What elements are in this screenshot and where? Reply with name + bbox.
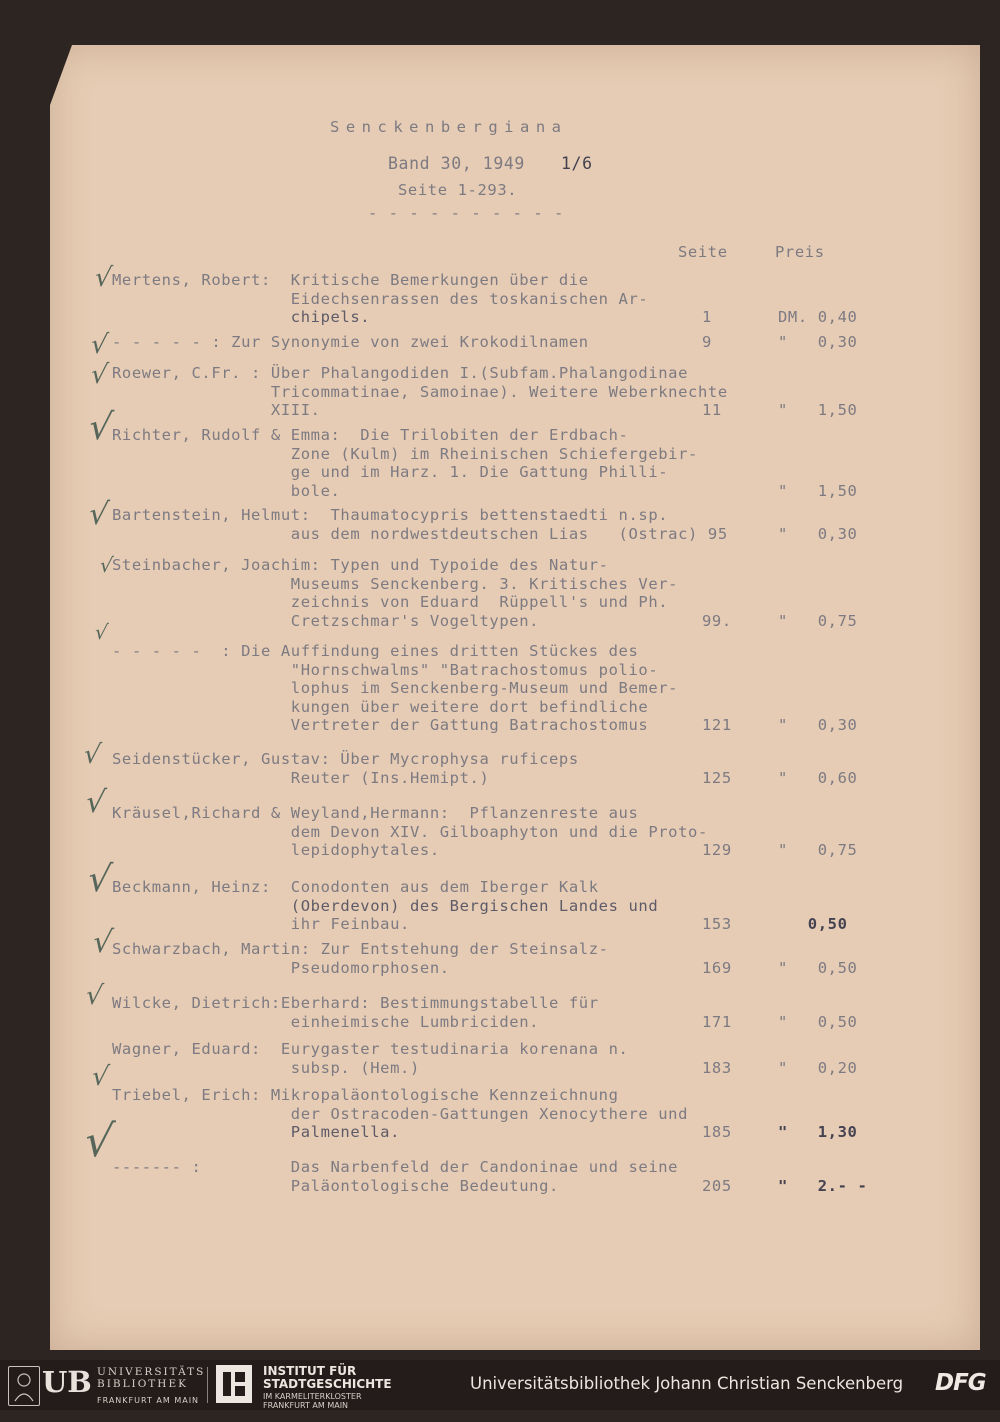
entry-line: der Ostracoden-Gattungen Xenocythere und <box>112 1104 689 1123</box>
entry-line: Museums Senckenberg. 3. Kritisches Ver- <box>112 574 679 593</box>
entry-line: zeichnis von Eduard Rüppell's und Ph. <box>112 593 669 611</box>
isg-location: IM KARMELITERKLOSTER FRANKFURT AM MAIN <box>263 1392 362 1410</box>
entry-line: Roewer, C.Fr. : Über Phalangodiden I.(Subfam.Phalangodinae <box>112 364 689 382</box>
entry-price: " 1,30 <box>778 1123 858 1141</box>
entry-line: ge und im Harz. 1. Die Gattung Philli- <box>112 463 669 481</box>
entry-price: 0,50 <box>778 915 848 933</box>
entry-line: ihr Feinbau. <box>112 915 410 933</box>
dfg-logo: DFG <box>935 1370 986 1396</box>
entry-line: Richter, Rudolf & Emma: Die Trilobiten der Erdbach- <box>112 426 629 444</box>
check-mark-icon: √ <box>85 859 114 900</box>
entry-page-number: 99. <box>702 611 732 630</box>
check-mark-icon: √ <box>81 740 103 770</box>
entry-price: " 0,50 <box>778 958 858 977</box>
entry-page-number: 183 <box>702 1058 732 1077</box>
entry-line: - - - - - : Zur Synonymie von zwei Krokodilnamen <box>112 333 589 351</box>
entry-line: Schwarzbach, Martin: Zur Entstehung der Steinsalz- <box>112 940 609 958</box>
entry-line: Palmenella. <box>112 1123 401 1141</box>
entry-page-number: 185 <box>702 1123 732 1141</box>
entry-line: chipels. <box>112 308 371 326</box>
entry-line: einheimische Lumbriciden. <box>112 1012 540 1031</box>
entry-price: " 0,60 <box>778 768 858 787</box>
entry-page-number: 169 <box>702 958 732 977</box>
entry-line: Zone (Kulm) im Rheinischen Schiefergebir- <box>112 444 698 463</box>
entry-page-number: 171 <box>702 1012 732 1031</box>
ub-logo-letters: UB <box>42 1365 92 1399</box>
entry-line: Reuter (Ins.Hemipt.) <box>112 768 490 787</box>
entry-page-number: 1 <box>702 308 712 326</box>
entry-price: " 0,50 <box>778 1012 858 1031</box>
check-mark-icon: √ <box>83 981 105 1011</box>
ub-name: UNIVERSITÄTS BIBLIOTHEK <box>97 1366 206 1390</box>
check-mark-icon: √ <box>93 620 110 644</box>
entry-price: " 0,75 <box>778 611 858 630</box>
header-rule: - - - - - - - - - - <box>368 204 565 222</box>
entry-line: bole. <box>112 481 341 500</box>
entry-line: Vertreter der Gattung Batrachostomus <box>112 716 649 734</box>
entry-line: kungen über weitere dort befindliche <box>112 697 649 716</box>
ub-location: FRANKFURT AM MAIN <box>97 1396 200 1405</box>
check-mark-icon: √ <box>88 330 110 360</box>
ub-logo-icon <box>8 1366 40 1406</box>
entry-line: lepidophytales. <box>112 841 440 859</box>
entry-line: XIII. <box>112 401 321 419</box>
entry-price: " 0,75 <box>778 841 858 859</box>
entry-line: Bartenstein, Helmut: Thaumatocypris bettenstaedti n.sp. <box>112 506 669 524</box>
check-mark-icon: √ <box>81 1116 117 1167</box>
entry-line: - - - - - : Die Auffindung eines dritten Stückes des <box>112 642 639 660</box>
entry-line: "Hornschwalms" "Batrachostomus polio- <box>112 660 659 679</box>
torn-corner <box>50 45 72 105</box>
entry-price: " 0,30 <box>778 524 858 543</box>
entry-line: Wilcke, Dietrich:Eberhard: Bestimmungstabelle für <box>112 994 599 1012</box>
issue-label: 1/6 <box>561 154 593 173</box>
footer-divider <box>207 1367 208 1403</box>
entry-line: subsp. (Hem.) <box>112 1058 420 1077</box>
entry-line: Mertens, Robert: Kritische Bemerkungen über die <box>112 271 589 289</box>
entry-line: Pseudomorphosen. <box>112 958 450 977</box>
check-mark-icon: √ <box>90 925 115 960</box>
journal-title: Senckenbergiana <box>330 118 568 136</box>
check-mark-icon: √ <box>86 407 115 448</box>
check-mark-icon: √ <box>89 1062 111 1092</box>
column-header-seite: Seite <box>678 243 728 261</box>
check-mark-icon: √ <box>88 360 110 390</box>
entry-page-number: 11 <box>702 401 722 419</box>
entry-line: ------- : Das Narbenfeld der Candoninae und seine <box>112 1158 679 1176</box>
entry-page-number: 121 <box>702 716 732 734</box>
entry-page-number: 129 <box>702 841 732 859</box>
isg-logo-icon <box>216 1365 252 1403</box>
entry-line: Paläontologische Bedeutung. <box>112 1176 559 1195</box>
entry-price: DM. 0,40 <box>778 308 858 326</box>
entry-line: Cretzschmar's Vogeltypen. <box>112 611 540 630</box>
entry-line: lophus im Senckenberg-Museum und Bemer- <box>112 679 679 697</box>
entry-page-number: 153 <box>702 915 732 933</box>
check-mark-icon: √ <box>83 785 108 820</box>
entry-line: Seidenstücker, Gustav: Über Mycrophysa ruficeps <box>112 750 579 768</box>
entry-line: (Oberdevon) des Bergischen Landes und <box>112 896 659 915</box>
check-mark-icon: √ <box>86 497 111 532</box>
isg-name: INSTITUT FÜR STADTGESCHICHTE <box>263 1364 392 1391</box>
library-title: Universitätsbibliothek Johann Christian Senckenberg <box>470 1374 904 1393</box>
entry-line: dem Devon XIV. Gilboaphyton und die Proto- <box>112 822 708 841</box>
entry-line: Steinbacher, Joachim: Typen und Typoide des Natur- <box>112 556 609 574</box>
entry-page-number: 9 <box>702 333 712 351</box>
entry-price: " 1,50 <box>778 481 858 500</box>
entry-page-number: 205 <box>702 1176 732 1195</box>
page-range-label: Seite 1-293. <box>398 181 518 199</box>
entry-price: " 0,30 <box>778 333 858 351</box>
volume-label: Band 30, 1949 <box>388 154 525 173</box>
entry-price: " 0,20 <box>778 1058 858 1077</box>
check-mark-icon: √ <box>98 553 115 577</box>
entry-line: Triebel, Erich: Mikropaläontologische Kennzeichnung <box>112 1086 619 1104</box>
entry-price: " 0,30 <box>778 716 858 734</box>
entry-price: " 1,50 <box>778 401 858 419</box>
entry-line: Wagner, Eduard: Eurygaster testudinaria korenana n. <box>112 1040 629 1058</box>
check-mark-icon: √ <box>92 263 114 293</box>
entry-price: " 2.- - <box>778 1176 868 1195</box>
entry-line: Kräusel,Richard & Weyland,Hermann: Pflanzenreste aus <box>112 804 639 822</box>
entry-line: Beckmann, Heinz: Conodonten aus dem Iberger Kalk <box>112 878 599 896</box>
entry-page-number: 125 <box>702 768 732 787</box>
entry-line: Tricommatinae, Samoinae). Weitere Weberknechte <box>112 382 728 401</box>
entry-line: Eidechsenrassen des toskanischen Ar- <box>112 289 649 308</box>
column-header-preis: Preis <box>775 243 825 261</box>
entry-line: aus dem nordwestdeutschen Lias (Ostrac) 95 <box>112 524 728 543</box>
